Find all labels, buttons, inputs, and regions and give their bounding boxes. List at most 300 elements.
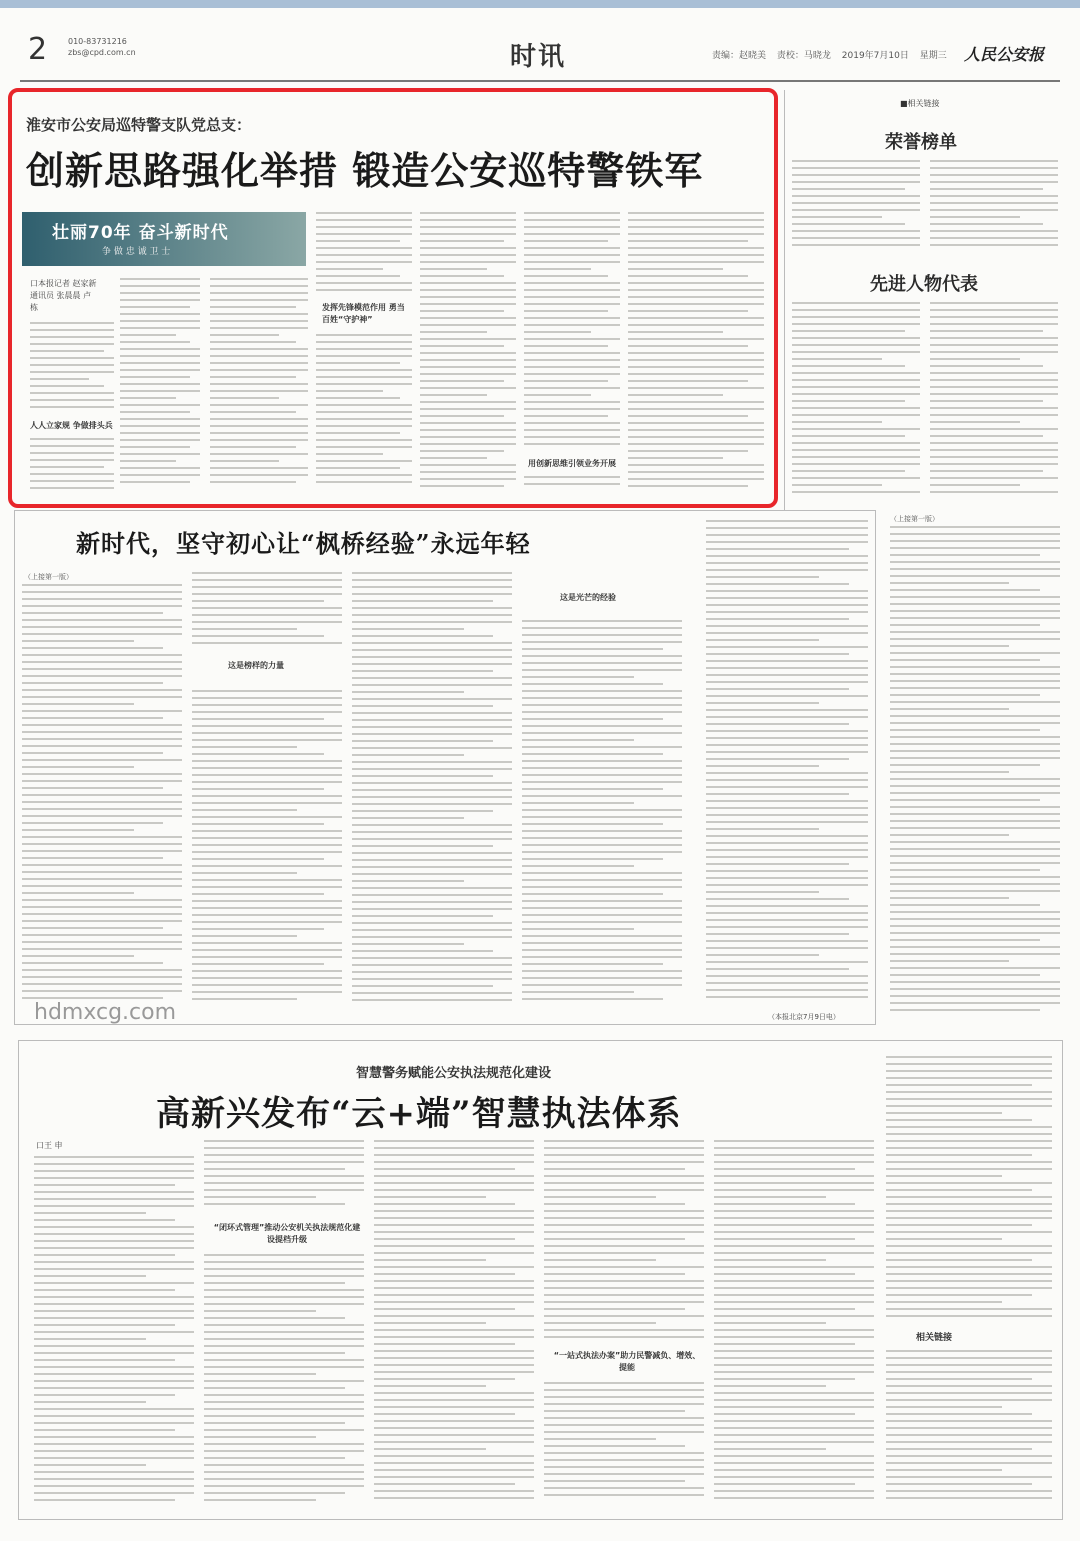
text-line xyxy=(374,1336,534,1338)
text-line xyxy=(352,873,512,875)
text-line xyxy=(522,634,682,636)
article3-related-links: 相关链接 xyxy=(916,1333,953,1343)
text-line xyxy=(204,1140,364,1142)
text-line xyxy=(706,569,868,571)
text-line xyxy=(890,617,1060,619)
text-line xyxy=(374,1392,534,1394)
text-line xyxy=(192,949,342,951)
text-line xyxy=(886,1133,1052,1135)
article3-col6a xyxy=(886,1056,1052,1324)
text-line xyxy=(374,1469,534,1471)
text-line xyxy=(930,463,1058,465)
text-line xyxy=(374,1357,534,1359)
text-line xyxy=(30,357,114,359)
text-line xyxy=(210,327,308,329)
text-line xyxy=(210,397,279,399)
text-line xyxy=(22,962,163,964)
text-line xyxy=(192,718,324,720)
text-line xyxy=(210,376,296,378)
text-line xyxy=(204,1359,364,1361)
text-line xyxy=(204,1422,345,1424)
text-line xyxy=(420,443,516,445)
text-line xyxy=(714,1266,874,1268)
text-line xyxy=(544,1480,685,1482)
text-line xyxy=(522,760,682,762)
text-line xyxy=(374,1217,534,1219)
text-line xyxy=(886,1070,1052,1072)
text-line xyxy=(34,1380,194,1382)
text-line xyxy=(192,774,342,776)
text-line xyxy=(30,350,104,352)
text-line xyxy=(374,1406,534,1408)
text-line xyxy=(792,372,920,374)
masthead-logo: 人民公安报 xyxy=(963,45,1044,64)
text-line xyxy=(792,337,920,339)
text-line xyxy=(714,1427,874,1429)
text-line xyxy=(886,1084,1032,1086)
text-line xyxy=(886,1175,1002,1177)
text-line xyxy=(34,1457,194,1459)
text-line xyxy=(192,697,342,699)
text-line xyxy=(714,1140,874,1142)
text-line xyxy=(524,268,591,270)
text-line xyxy=(204,1196,316,1198)
text-line xyxy=(706,723,849,725)
text-line xyxy=(524,317,620,319)
text-line xyxy=(352,747,512,749)
text-line xyxy=(210,411,296,413)
text-line xyxy=(714,1469,874,1471)
text-line xyxy=(886,1371,1052,1373)
text-line xyxy=(544,1287,704,1289)
text-line xyxy=(374,1413,515,1415)
text-line xyxy=(420,268,487,270)
text-line xyxy=(34,1233,194,1235)
text-line xyxy=(120,411,190,413)
text-line xyxy=(706,996,868,998)
text-line xyxy=(522,900,682,902)
text-line xyxy=(204,1189,364,1191)
text-line xyxy=(22,927,163,929)
text-line xyxy=(792,188,905,190)
text-line xyxy=(628,247,764,249)
text-line xyxy=(792,244,920,246)
text-line xyxy=(792,195,920,197)
text-line xyxy=(374,1287,534,1289)
text-line xyxy=(714,1287,874,1289)
text-line xyxy=(890,974,1040,976)
text-line xyxy=(890,925,1060,927)
text-line xyxy=(930,244,1058,246)
text-line xyxy=(706,625,868,627)
text-line xyxy=(22,976,182,978)
text-line xyxy=(210,404,308,406)
text-line xyxy=(544,1175,704,1177)
text-line xyxy=(930,421,1020,423)
article3-kicker: 智慧警务赋能公安执法规范化建设 xyxy=(356,1066,552,1081)
text-line xyxy=(890,645,1009,647)
text-line xyxy=(192,858,324,860)
text-line xyxy=(210,390,308,392)
text-line xyxy=(890,981,1060,983)
text-line xyxy=(204,1310,316,1312)
text-line xyxy=(886,1091,1052,1093)
text-line xyxy=(544,1329,704,1331)
text-line xyxy=(544,1182,704,1184)
text-line xyxy=(34,1261,194,1263)
text-line xyxy=(792,463,920,465)
anniversary-banner xyxy=(22,212,306,266)
text-line xyxy=(890,547,1060,549)
text-line xyxy=(192,642,342,644)
text-line xyxy=(544,1196,656,1198)
text-line xyxy=(374,1350,534,1352)
text-line xyxy=(930,351,1058,353)
text-line xyxy=(204,1366,364,1368)
text-line xyxy=(352,824,512,826)
text-line xyxy=(374,1196,486,1198)
text-line xyxy=(714,1497,874,1499)
text-line xyxy=(522,627,682,629)
text-line xyxy=(30,385,104,387)
text-line xyxy=(22,633,182,635)
text-line xyxy=(204,1499,316,1501)
text-line xyxy=(374,1203,515,1205)
text-line xyxy=(192,886,342,888)
text-line xyxy=(706,604,868,606)
text-line xyxy=(352,845,493,847)
text-line xyxy=(30,487,114,489)
text-line xyxy=(524,247,620,249)
text-line xyxy=(192,998,297,1000)
article3-headline: 高新兴发布“云+端”智慧执法体系 xyxy=(156,1094,682,1134)
text-line xyxy=(204,1175,364,1177)
text-line xyxy=(524,408,620,410)
text-line xyxy=(890,939,1040,941)
article3-col1 xyxy=(34,1156,194,1506)
text-line xyxy=(420,415,504,417)
text-line xyxy=(792,216,882,218)
text-line xyxy=(22,710,182,712)
text-line xyxy=(544,1161,704,1163)
text-line xyxy=(522,886,682,888)
text-line xyxy=(714,1343,855,1345)
text-line xyxy=(628,317,764,319)
text-line xyxy=(890,953,1060,955)
text-line xyxy=(628,324,764,326)
text-line xyxy=(792,209,920,211)
text-line xyxy=(352,691,464,693)
text-line xyxy=(22,605,182,607)
text-line xyxy=(374,1245,534,1247)
text-line xyxy=(374,1385,486,1387)
text-line xyxy=(714,1301,874,1303)
text-line xyxy=(34,1436,194,1438)
text-line xyxy=(930,209,1058,211)
text-line xyxy=(22,941,182,943)
text-line xyxy=(544,1336,704,1338)
text-line xyxy=(352,600,493,602)
text-line xyxy=(34,1352,194,1354)
text-line xyxy=(192,690,342,692)
text-line xyxy=(22,675,182,677)
text-line xyxy=(22,647,163,649)
text-line xyxy=(890,631,1060,633)
text-line xyxy=(890,694,1040,696)
text-line xyxy=(522,788,663,790)
article2-col2a xyxy=(192,572,342,650)
text-line xyxy=(628,478,764,480)
text-line xyxy=(34,1289,175,1291)
text-line xyxy=(890,904,1040,906)
text-line xyxy=(34,1387,194,1389)
text-line xyxy=(890,596,1060,598)
text-line xyxy=(192,984,342,986)
text-line xyxy=(34,1345,194,1347)
text-line xyxy=(22,654,182,656)
text-line xyxy=(22,808,182,810)
text-line xyxy=(714,1168,855,1170)
text-line xyxy=(374,1420,534,1422)
text-line xyxy=(210,313,308,315)
banner-title: 壮丽70年 奋斗新时代 xyxy=(52,223,229,243)
text-line xyxy=(524,387,620,389)
text-line xyxy=(22,703,134,705)
text-line xyxy=(192,893,324,895)
article1-col3 xyxy=(210,278,308,494)
text-line xyxy=(890,813,1060,815)
text-line xyxy=(22,871,182,873)
text-line xyxy=(316,404,412,406)
email: zbs@cpd.com.cn xyxy=(68,48,136,57)
text-line xyxy=(34,1373,194,1375)
text-line xyxy=(706,947,868,949)
text-line xyxy=(210,383,308,385)
text-line xyxy=(210,439,308,441)
text-line xyxy=(522,767,682,769)
text-line xyxy=(192,851,342,853)
text-line xyxy=(714,1385,826,1387)
text-line xyxy=(34,1499,175,1501)
text-line xyxy=(886,1427,1052,1429)
text-line xyxy=(628,345,748,347)
text-line xyxy=(714,1154,874,1156)
text-line xyxy=(930,160,1058,162)
text-line xyxy=(930,167,1058,169)
text-line xyxy=(544,1245,704,1247)
text-line xyxy=(706,555,868,557)
text-line xyxy=(524,212,620,214)
text-line xyxy=(22,815,182,817)
text-line xyxy=(420,478,516,480)
text-line xyxy=(886,1301,1002,1303)
text-line xyxy=(628,233,764,235)
text-line xyxy=(374,1175,534,1177)
text-line xyxy=(374,1182,534,1184)
text-line xyxy=(374,1238,515,1240)
text-line xyxy=(30,445,114,447)
text-line xyxy=(210,285,308,287)
text-line xyxy=(420,422,516,424)
text-line xyxy=(524,282,620,284)
text-line xyxy=(34,1478,194,1480)
date: 2019年7月10日 xyxy=(841,51,909,61)
text-line xyxy=(714,1420,874,1422)
text-line xyxy=(352,635,493,637)
text-line xyxy=(22,780,182,782)
text-line xyxy=(192,621,342,623)
text-line xyxy=(706,849,868,851)
text-line xyxy=(22,906,182,908)
text-line xyxy=(34,1408,194,1410)
text-line xyxy=(714,1434,874,1436)
text-line xyxy=(930,428,1058,430)
text-line xyxy=(352,670,493,672)
text-line xyxy=(890,589,1040,591)
text-line xyxy=(352,978,512,980)
text-line xyxy=(34,1240,194,1242)
text-line xyxy=(628,261,764,263)
text-line xyxy=(204,1387,345,1389)
text-line xyxy=(890,841,1060,843)
text-line xyxy=(210,355,308,357)
text-line xyxy=(374,1308,515,1310)
text-line xyxy=(522,823,663,825)
text-line xyxy=(22,920,182,922)
text-line xyxy=(544,1396,704,1398)
text-line xyxy=(316,240,400,242)
text-line xyxy=(706,716,868,718)
text-line xyxy=(352,810,493,812)
text-line xyxy=(706,800,868,802)
text-line xyxy=(628,352,764,354)
text-line xyxy=(192,739,342,741)
text-line xyxy=(192,879,342,881)
text-line xyxy=(544,1438,656,1440)
text-line xyxy=(890,771,1009,773)
text-line xyxy=(714,1413,855,1415)
text-line xyxy=(706,541,868,543)
text-line xyxy=(706,919,868,921)
text-line xyxy=(628,289,764,291)
text-line xyxy=(706,688,849,690)
text-line xyxy=(792,428,920,430)
text-line xyxy=(890,890,1060,892)
text-line xyxy=(628,471,764,473)
text-line xyxy=(890,897,1009,899)
text-line xyxy=(374,1154,534,1156)
article1-kicker: 淮安市公安局巡特警支队党总支： xyxy=(26,116,252,134)
text-line xyxy=(34,1268,194,1270)
text-line xyxy=(374,1266,534,1268)
text-line xyxy=(890,554,1040,556)
text-line xyxy=(352,705,493,707)
text-line xyxy=(522,914,682,916)
text-line xyxy=(706,961,868,963)
text-line xyxy=(930,470,1043,472)
text-line xyxy=(890,722,1060,724)
text-line xyxy=(628,310,748,312)
text-line xyxy=(204,1373,316,1375)
text-line xyxy=(22,990,182,992)
text-line xyxy=(706,814,868,816)
text-line xyxy=(522,830,682,832)
section-title: 时讯 xyxy=(510,42,567,72)
text-line xyxy=(544,1203,685,1205)
text-line xyxy=(374,1441,534,1443)
text-line xyxy=(890,764,1040,766)
text-line xyxy=(22,745,182,747)
text-line xyxy=(544,1154,704,1156)
text-line xyxy=(524,261,620,263)
text-line xyxy=(316,369,412,371)
text-line xyxy=(524,443,620,445)
text-line xyxy=(34,1366,194,1368)
text-line xyxy=(930,223,1043,225)
text-line xyxy=(890,820,1060,822)
text-line xyxy=(714,1217,874,1219)
text-line xyxy=(374,1462,534,1464)
text-line xyxy=(706,821,868,823)
text-line xyxy=(352,733,512,735)
text-line xyxy=(22,969,182,971)
text-line xyxy=(628,373,764,375)
text-line xyxy=(628,359,764,361)
text-line xyxy=(930,435,1043,437)
text-line xyxy=(792,202,920,204)
text-line xyxy=(524,254,620,256)
text-line xyxy=(792,237,920,239)
text-line xyxy=(890,918,1060,920)
text-line xyxy=(930,491,1058,493)
text-line xyxy=(210,334,279,336)
text-line xyxy=(352,859,512,861)
text-line xyxy=(22,843,182,845)
text-line xyxy=(352,943,464,945)
text-line xyxy=(792,316,920,318)
text-line xyxy=(30,392,114,394)
text-line xyxy=(22,787,163,789)
text-line xyxy=(628,415,748,417)
text-line xyxy=(204,1429,364,1431)
text-line xyxy=(930,379,1058,381)
text-line xyxy=(886,1469,1002,1471)
text-line xyxy=(204,1338,364,1340)
text-line xyxy=(374,1427,534,1429)
text-line xyxy=(544,1273,685,1275)
text-line xyxy=(120,334,176,336)
article2-col1 xyxy=(22,584,182,1004)
text-line xyxy=(22,752,163,754)
text-line xyxy=(930,449,1058,451)
article1-col1b xyxy=(30,438,114,494)
text-line xyxy=(886,1441,1052,1443)
text-line xyxy=(22,822,163,824)
text-line xyxy=(120,460,176,462)
article3-col4a xyxy=(544,1140,704,1344)
text-line xyxy=(192,956,342,958)
article3-col2b xyxy=(204,1254,364,1506)
text-line xyxy=(930,358,1020,360)
text-line xyxy=(34,1415,194,1417)
text-line xyxy=(352,901,512,903)
honor-col1 xyxy=(792,160,920,256)
text-line xyxy=(706,534,868,536)
text-line xyxy=(120,306,190,308)
text-line xyxy=(886,1182,1052,1184)
text-line xyxy=(522,970,682,972)
text-line xyxy=(316,334,412,336)
